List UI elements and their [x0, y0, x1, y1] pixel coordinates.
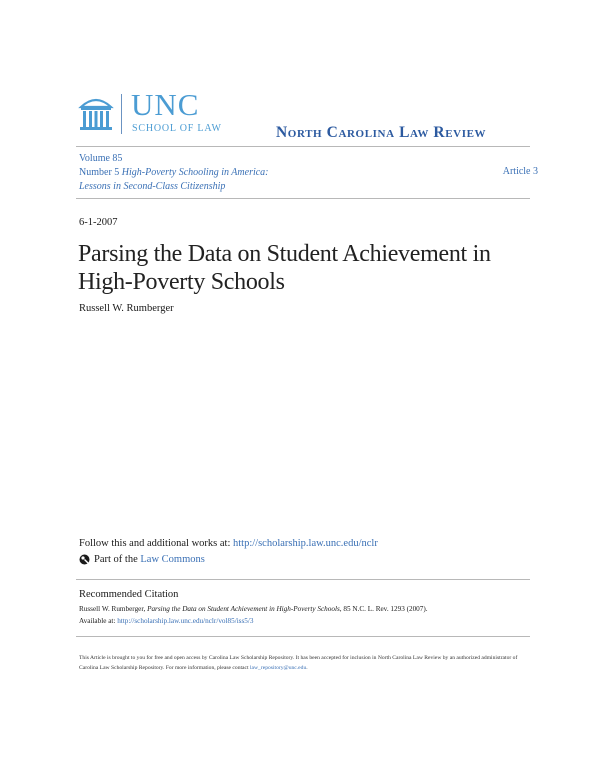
notice-text: This Article is brought to you for free and open access by Carolina Law Scholarship Repository. It has been accepted for inclusion in North Carolina Law Review by an authorized administrator of Carolina Law Scholarship Repository. For more information, please contact [79, 655, 518, 671]
follow-line [79, 538, 378, 549]
issue-title-line1: High-Poverty Schooling in America: [121, 167, 269, 178]
author-name: Russell W. Rumberger [79, 303, 174, 314]
article-title: Parsing the Data on Student Achievement in High-Poverty Schools [78, 241, 491, 295]
issue-link[interactable] [79, 166, 269, 180]
recommended-citation-body [79, 603, 529, 627]
logo-subtitle: SCHOOL OF LAW [132, 123, 222, 134]
volume-divider [76, 198, 530, 199]
volume-info [79, 152, 269, 194]
notice-divider [76, 636, 530, 637]
citation-author: Russell W. Rumberger, [79, 605, 146, 613]
access-notice [79, 653, 529, 673]
notice-end: . [306, 665, 308, 671]
network-icon [79, 554, 90, 565]
available-label: Available at: [79, 617, 118, 625]
number-prefix: Number 5 [79, 167, 120, 178]
header-divider [76, 146, 530, 147]
article-number[interactable]: Article 3 [502, 166, 538, 177]
available-url-link[interactable]: http://scholarship.law.unc.edu/nclr/vol85/iss5/3 [117, 617, 254, 625]
citation-divider [76, 579, 530, 580]
collection-link[interactable]: http://scholarship.law.unc.edu/nclr [233, 538, 378, 549]
logo-divider [121, 94, 122, 134]
logo-word: UNC [131, 87, 200, 122]
issue-title-line2[interactable]: Lessons in Second-Class Citizenship [79, 181, 226, 192]
part-of-text: Part of the [94, 554, 138, 565]
part-of-line [79, 554, 205, 565]
citation-cite: , 85 N.C. L. Rev. 1293 (2007). [339, 605, 428, 613]
follow-text: Follow this and additional works at: [79, 538, 233, 549]
recommended-citation-heading: Recommended Citation [79, 589, 179, 600]
law-commons-link[interactable]: Law Commons [140, 554, 205, 565]
journal-title[interactable]: North Carolina Law Review [276, 124, 487, 141]
contact-email-link[interactable]: law_repository@unc.edu [249, 665, 307, 671]
volume-link[interactable]: Volume 85 [79, 153, 123, 164]
publication-date: 6-1-2007 [79, 217, 118, 228]
old-well-logo-icon [78, 93, 114, 133]
citation-title: Parsing the Data on Student Achievement in High-Poverty Schools [147, 605, 340, 613]
